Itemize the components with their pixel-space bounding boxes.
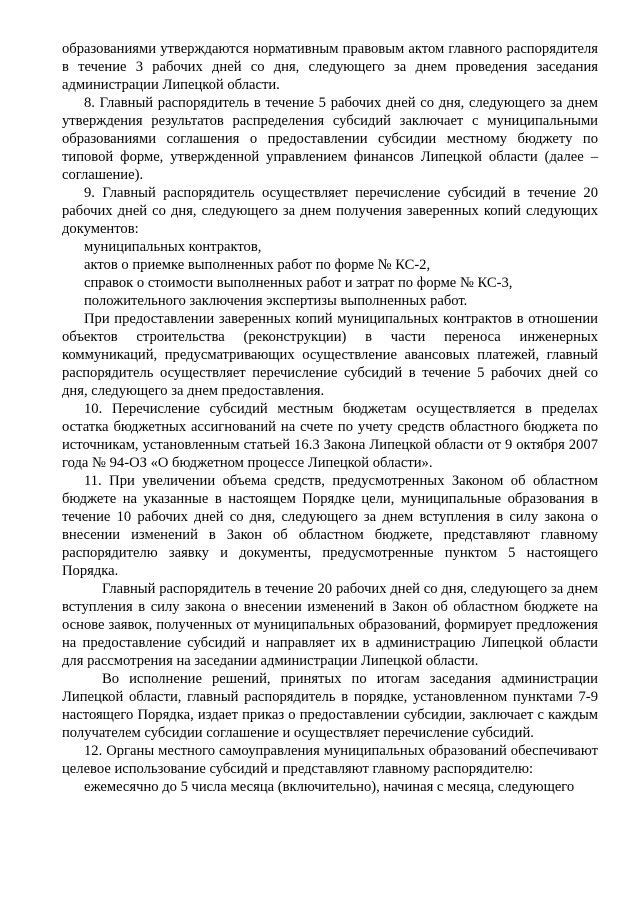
paragraph-proposals: Главный распорядитель в течение 20 рабочих дней со дня, следующего за днем вступления в силу закона о внесении изменений в Закон об областном бюджете на основе заявок, полученных от муниципальных образований, формирует предложения на предоставление субсидий и направляет их в администрацию Липецкой области для рассмотрения на заседании администрации Липецкой области. xyxy=(62,581,598,669)
paragraph-order-issuance: Во исполнение решений, принятых по итогам заседания администрации Липецкой области, главный распорядитель в порядке, установленном пунктами 7-9 настоящего Порядка, издает приказ о предоставлении субсидии, заключает с каждым получателем субсидии соглашение и осуществляет перечисление субсидий. xyxy=(62,671,598,741)
document-list-item-ks2: актов о приемке выполненных работ по форме № КС-2, xyxy=(84,257,431,273)
document-list-item-contracts: муниципальных контрактов, xyxy=(84,239,262,255)
document-list-item-ks3: справок о стоимости выполненных работ и затрат по форме № КС-3, xyxy=(84,275,513,291)
document-list-item-expertise: положительного заключения экспертизы выполненных работ. xyxy=(84,293,468,309)
paragraph-item-12: 12. Органы местного самоуправления муниципальных образований обеспечивают целевое использование субсидий и представляют главному распорядителю: xyxy=(62,743,598,777)
paragraph-item-10: 10. Перечисление субсидий местным бюджетам осуществляется в пределах остатка бюджетных ассигнований на счете по учету средств областного бюджета по источникам, установленным статьей 16.3 Закона Липецкой области от 9 октября 2007 года № 94-ОЗ «О бюджетном процессе Липецкой области». xyxy=(62,401,598,471)
paragraph-item-8: 8. Главный распорядитель в течение 5 рабочих дней со дня, следующего за днем утверждения результатов распределения субсидий заключает с муниципальными образованиями соглашения о предоставлении субсидии местному бюджету по типовой форме, утвержденной управлением финансов Липецкой области (далее – соглашение). xyxy=(62,95,598,183)
paragraph-item-9: 9. Главный распорядитель осуществляет перечисление субсидий в течение 20 рабочих дней со дня, следующего за днем получения заверенных копий следующих документов: xyxy=(62,185,598,237)
paragraph-approval-continued: образованиями утверждаются нормативным правовым актом главного распорядителя в течение 3 рабочих дней со дня, следующего за днем проведения заседания администрации Липецкой области. xyxy=(62,41,598,93)
paragraph-advance-payments: При предоставлении заверенных копий муниципальных контрактов в отношении объектов строительства (реконструкции) в части переноса инженерных коммуникаций, предусматривающих осуществление авансовых платежей, главный распорядитель осуществляет перечисление субсидий в течение 5 рабочих дней со дня, следующего за днем предоставления. xyxy=(62,311,598,399)
document-page xyxy=(62,40,598,796)
paragraph-item-11: 11. При увеличении объема средств, предусмотренных Законом об областном бюджете на указанные в настоящем Порядке цели, муниципальные образования в течение 10 рабочих дней со дня, следующего за днем вступления в силу закона о внесении изменений в Закон об областном бюджете, представляют главному распорядителю заявку и документы, предусмотренные пунктом 5 настоящего Порядка. xyxy=(62,473,598,579)
paragraph-monthly-report: ежемесячно до 5 числа месяца (включительно), начиная с месяца, следующего xyxy=(84,779,575,795)
